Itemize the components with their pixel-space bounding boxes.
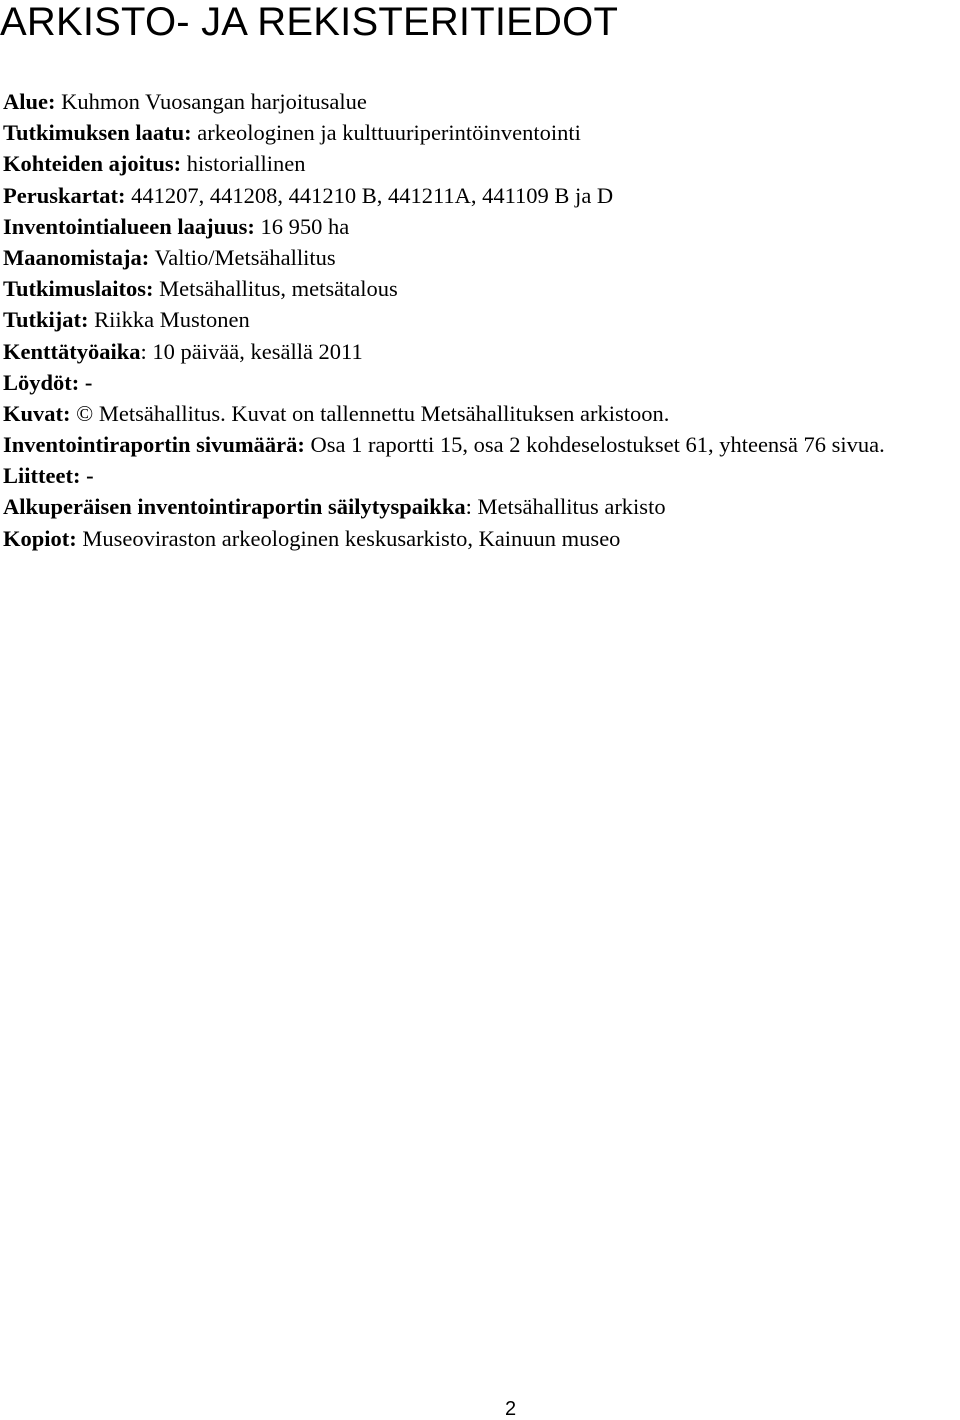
field-label: Tutkimuslaitos: (3, 276, 154, 302)
field-label: Inventointiraportin sivumäärä: (3, 432, 305, 458)
field-value: Osa 1 raportti 15, osa 2 kohdeselostukset 61, yhteensä 76 sivua. (304, 432, 885, 458)
field-value: 16 950 ha (254, 213, 350, 239)
field-value: 441207, 441208, 441210 B, 441211A, 441109 B ja D (125, 182, 614, 208)
field-label: Maanomistaja: (3, 245, 150, 271)
field-landowner (3, 242, 959, 273)
field-label: Alue: (3, 89, 56, 114)
field-base-maps (3, 180, 959, 211)
field-inventory-extent (3, 211, 959, 242)
field-copies (3, 523, 959, 554)
field-label: Liitteet: - (3, 463, 94, 489)
page-number: 2 (505, 1398, 517, 1420)
page-title: ARKISTO- JA REKISTERITIEDOT (0, 0, 619, 44)
field-label: Tutkijat: (3, 307, 89, 333)
field-storage-location (3, 491, 959, 522)
field-label: Kenttätyöaika (3, 338, 141, 364)
field-researchers (3, 304, 959, 335)
field-label: Inventointialueen laajuus: (3, 213, 255, 239)
field-label: Tutkimuksen laatu: (3, 120, 192, 146)
field-institution (3, 273, 959, 304)
field-photos (3, 398, 959, 429)
field-label: Alkuperäisen inventointiraportin säilytyspaikka (3, 494, 466, 520)
field-area (3, 86, 959, 117)
field-value: © Metsähallitus. Kuvat on tallennettu Metsähallituksen arkistoon. (70, 401, 670, 427)
field-label: Löydöt: - (3, 369, 93, 395)
field-label: Kohteiden ajoitus: (3, 151, 182, 177)
field-value: : 10 päivää, kesällä 2011 (140, 338, 363, 364)
field-value: Riikka Mustonen (88, 307, 250, 333)
field-value: historiallinen (181, 151, 306, 177)
field-study-type (3, 117, 959, 148)
field-value: : Metsähallitus arkisto (465, 494, 666, 520)
field-value: arkeologinen ja kulttuuriperintöinventointi (191, 120, 581, 146)
field-value: Museoviraston arkeologinen keskusarkisto, Kainuun museo (76, 525, 621, 551)
field-label: Peruskartat: (3, 182, 126, 208)
field-page-count (3, 431, 959, 458)
field-value: Kuhmon Vuosangan harjoitusalue (55, 89, 367, 114)
field-fieldwork-time (3, 336, 959, 367)
field-dating (3, 148, 959, 179)
field-label: Kuvat: (3, 401, 71, 427)
field-finds (3, 367, 959, 398)
field-attachments (3, 460, 959, 491)
record-fields (3, 86, 959, 554)
field-value: Valtio/Metsähallitus (149, 245, 336, 271)
field-label: Kopiot: (3, 525, 77, 551)
field-value: Metsähallitus, metsätalous (153, 276, 398, 302)
